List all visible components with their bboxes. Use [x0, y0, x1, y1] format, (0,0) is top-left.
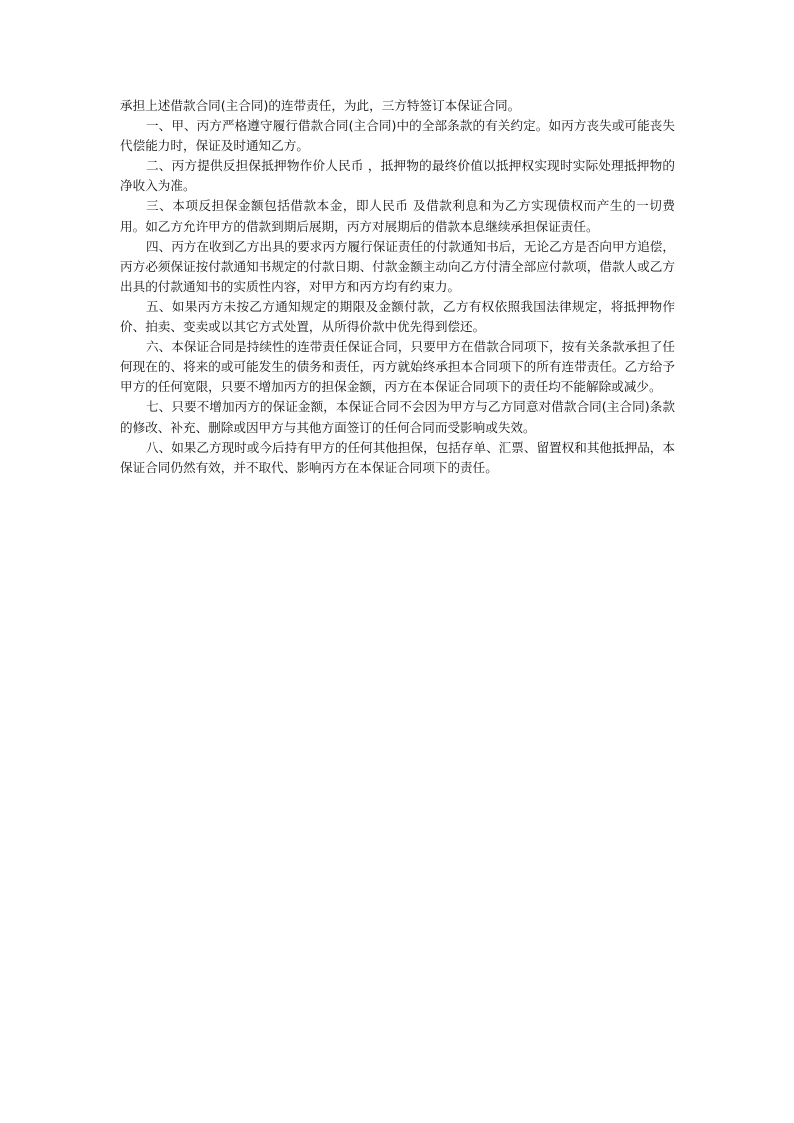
paragraph-continuation: 承担上述借款合同(主合同)的连带责任，为此，三方特签订本保证合同。: [120, 98, 521, 113]
clause-7: 七、只要不增加丙方的保证金额，本保证合同不会因为甲方与乙方同意对借款合同(主合同)条款的修改、补充、删除或因甲方与其他方面签订的任何合同而受影响或失效。: [120, 399, 675, 435]
clause-8: 八、如果乙方现时或今后持有甲方的任何其他担保，包括存单、汇票、留置权和其他抵押品，本保证合同仍然有效，并不取代、影响丙方在本保证合同项下的责任。: [120, 439, 675, 475]
clause-2: 二、丙方提供反担保抵押物作价人民币 ，抵押物的最终价值以抵押权实现时实际处理抵押物的净收入为准。: [120, 158, 675, 194]
clause-6: 六、本保证合同是持续性的连带责任保证合同，只要甲方在借款合同项下，按有关条款承担了任何现在的、将来的或可能发生的债务和责任，丙方就始终承担本合同项下的所有连带责任。乙方给予甲方的任何宽限，只要不增加丙方的担保金额，丙方在本保证合同项下的责任均不能解除或减少。: [120, 339, 675, 395]
clause-1: 一、甲、丙方严格遵守履行借款合同(主合同)中的全部条款的有关约定。如丙方丧失或可能丧失代偿能力时，保证及时通知乙方。: [120, 118, 675, 154]
clause-4: 四、丙方在收到乙方出具的要求丙方履行保证责任的付款通知书后，无论乙方是否向甲方追偿，丙方必须保证按付款通知书规定的付款日期、付款金额主动向乙方付清全部应付款项，借款人或乙方出具的付款通知书的实质性内容，对甲方和丙方均有约束力。: [120, 238, 675, 294]
clause-5: 五、如果丙方未按乙方通知规定的期限及金额付款，乙方有权依照我国法律规定，将抵押物作价、拍卖、变卖或以其它方式处置，从所得价款中优先得到偿还。: [120, 298, 675, 335]
document-body: [120, 96, 675, 478]
clause-3: 三、本项反担保金额包括借款本金，即人民币 及借款利息和为乙方实现债权而产生的一切费用。如乙方允许甲方的借款到期后展期，丙方对展期后的借款本息继续承担保证责任。: [120, 198, 675, 234]
